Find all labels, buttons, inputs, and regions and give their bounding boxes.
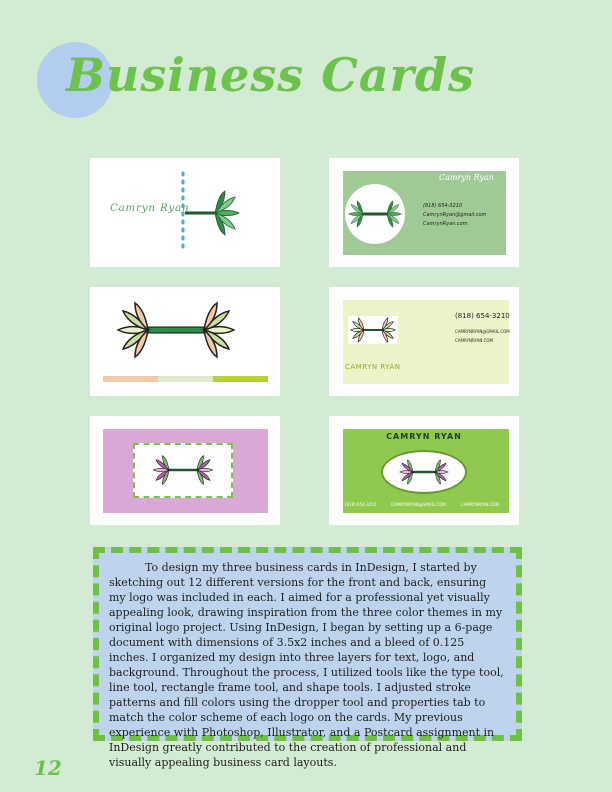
card-phone: (818) 654-3210 (345, 502, 377, 507)
card-name: CAMRYN RYAN (345, 363, 401, 371)
logo-icon (381, 450, 467, 494)
business-card-4 (329, 287, 519, 396)
business-card-5 (90, 416, 280, 525)
business-card-2 (329, 158, 519, 267)
logo-icon (133, 443, 233, 498)
card-name: Camryn Ryan (110, 203, 190, 214)
card-email: CAMRYNRYAN@GMAIL.COM (391, 502, 446, 507)
card-web: CAMRYNRYAN.COM (461, 502, 499, 507)
card-web: CAMRYNRYAN.COM (455, 338, 493, 343)
logo-icon (348, 316, 398, 344)
color-bar (158, 376, 213, 382)
description-text-box (93, 547, 522, 769)
business-card-6 (329, 416, 519, 525)
card-phone: (818) 654-3210 (423, 203, 463, 209)
card-name: Camryn Ryan (439, 173, 494, 182)
description-paragraph: To design my three business cards in InDesign, I started by sketching out 12 different versions for the front and back, ensuring my logo was included in each. I aimed for a professional yet visually appealing look, drawing inspiration from the three color themes in my original logo project. Using InDesign, I began by setting up a 6-page document with dimensions of 3.5x2 inches and a bleed of 0.125 inches. I organized my design into three layers for text, logo, and background. Throughout the process, I utilized tools like the type tool, line tool, rectangle frame tool, and shape tools. I adjusted stroke patterns and fill colors using the dropper tool and properties tab to match the color scheme of each logo on the cards. My previous experience with Photoshop, Illustrator, and a Postcard assignment in InDesign greatly contributed to the creation of professional and visually appealing business card layouts. (109, 561, 504, 769)
card-email: CamrynRyan@gmail.com (423, 212, 487, 218)
page-number: 12 (34, 756, 62, 780)
business-card-3 (90, 287, 280, 396)
card-email: CAMRYNRYAN@GMAIL.COM (455, 329, 510, 334)
card-web: CamrynRyan.com (423, 221, 468, 227)
business-card-1 (90, 158, 280, 267)
card-phone: (818) 654-3210 (455, 312, 510, 320)
page-title: Business Cards (66, 48, 475, 102)
logo-icon (185, 178, 265, 248)
card-name: CAMRYN RYAN (386, 432, 462, 441)
logo-icon (90, 287, 280, 377)
color-bar (213, 376, 268, 382)
color-bar (103, 376, 158, 382)
logo-icon (345, 194, 405, 234)
